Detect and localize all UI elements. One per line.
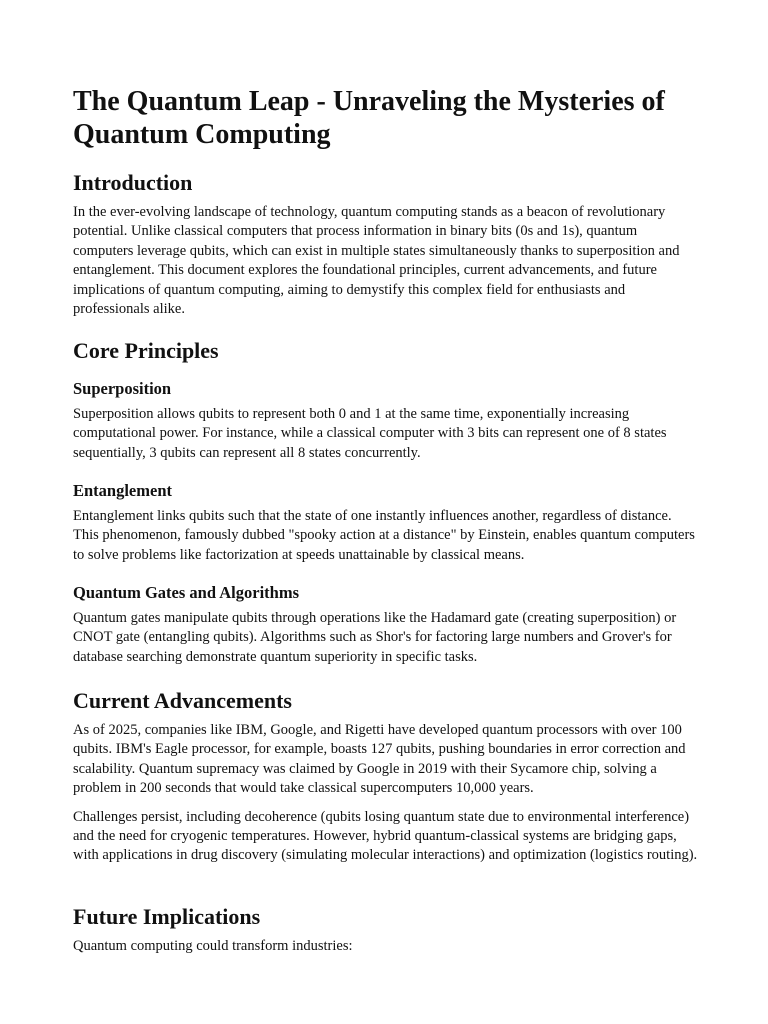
future-implications-heading: Future Implications [73, 904, 261, 929]
introduction-heading: Introduction [73, 170, 193, 195]
superposition-paragraph: Superposition allows qubits to represent both 0 and 1 at the same time, exponentially increasing computational power. For instance, while a classical computer with 3 bits can represent one of 8 states sequentially, 3 qubits can represent all 8 states concurrently. [73, 406, 667, 461]
current-advancements-paragraph-1: As of 2025, companies like IBM, Google, and Rigetti have developed quantum processors with over 100 qubits. IBM's Eagle processor, for example, boasts 127 qubits, pushing boundaries in error correction and scalability. Quantum supremacy was claimed by Google in 2019 with their Sycamore chip, solving a problem in 200 seconds that would take classical supercomputers 10,000 years. [73, 722, 686, 797]
superposition-heading: Superposition [73, 379, 172, 398]
core-principles-section [73, 338, 698, 364]
quantum-gates-paragraph: Quantum gates manipulate qubits through operations like the Hadamard gate (creating superposition) or CNOT gate (entangling qubits). Algorithms such as Shor's for factoring large numbers and Grover's for database searching demonstrate quantum superiority in specific tasks. [73, 610, 677, 665]
document-title: The Quantum Leap - Unraveling the Mysteries of Quantum Computing [73, 86, 665, 150]
current-advancements-paragraph-2: Challenges persist, including decoherence (qubits losing quantum state due to environmental interference) and the need for cryogenic temperatures. However, hybrid quantum-classical systems are bridging gaps, with applications in drug discovery (simulating molecular interactions) and optimization (logistics routing). [73, 808, 698, 864]
entanglement-section [73, 481, 698, 565]
core-principles-heading: Core Principles [73, 338, 219, 363]
quantum-gates-section [73, 583, 698, 667]
current-advancements-heading: Current Advancements [73, 688, 292, 713]
entanglement-heading: Entanglement [73, 481, 172, 500]
introduction-section [73, 170, 698, 319]
future-implications-paragraph: Quantum computing could transform industries: [73, 938, 353, 954]
entanglement-paragraph: Entanglement links qubits such that the state of one instantly influences another, regardless of distance. This phenomenon, famously dubbed "spooky action at a distance" by Einstein, enables quantum computers to solve problems like factorization at speeds unattainable by classical means. [73, 508, 695, 563]
introduction-paragraph: In the ever-evolving landscape of technology, quantum computing stands as a beacon of revolutionary potential. Unlike classical computers that process information in binary bits (0s and 1s), quantum computers leverage qubits, which can exist in multiple states simultaneously thanks to superposition and entanglement. This document explores the foundational principles, current advancements, and future implications of quantum computing, aiming to demystify this complex field for enthusiasts and professionals alike. [73, 204, 680, 318]
quantum-gates-heading: Quantum Gates and Algorithms [73, 583, 299, 602]
current-advancements-section [73, 688, 698, 866]
superposition-section [73, 379, 698, 463]
future-implications-section [73, 904, 698, 956]
